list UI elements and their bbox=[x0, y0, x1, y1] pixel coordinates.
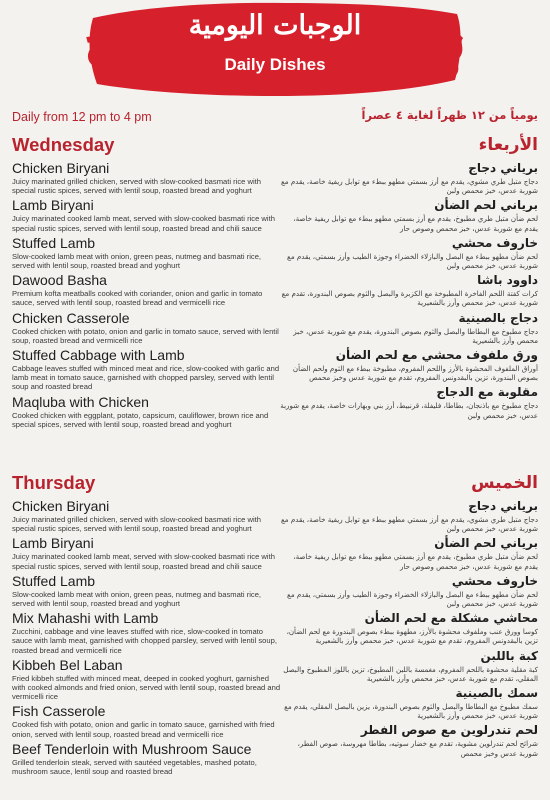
dish-description: دجاج مطبوخ مع البطاطا والبصل والثوم بصوص البندورة، يقدم مع شوربة عدس، خبز محمص وأرز بالشعيرية bbox=[293, 326, 538, 345]
dish-description: كبة مقلية محشوة باللحم المفروم، مغمسة باللبن المطبوخ، تزين باللوز المطبوخ والبصل المقلي، تقدم مع شوربة عدس، خبز محمص وأرز بالشعيرية bbox=[283, 664, 538, 683]
menu-item bbox=[278, 498, 538, 533]
dish-name: Chicken Casserole bbox=[12, 309, 130, 326]
wednesday-english-column bbox=[12, 134, 284, 431]
menu-item bbox=[12, 573, 284, 608]
menu-item bbox=[12, 347, 284, 392]
dish-description: سمك مطبوخ مع البطاطا والبصل والثوم بصوص البندورة، يزين بالبصل المقلي، يقدم مع شوربة عدس، خبز محمص وأرز بالشعيرية bbox=[284, 702, 538, 721]
dish-description: Zucchini, cabbage and vine leaves stuffed with rice, slow-cooked in tomato sauce with lamb meat, garnished with chopped parsley, served with lentil soup, roasted bread and vermicelli rice bbox=[12, 627, 277, 655]
dish-name: Lamb Biryani bbox=[12, 535, 94, 552]
dish-name: Chicken Biryani bbox=[12, 160, 110, 176]
dish-description: Cooked fish with potato, onion and garlic in tomato sauce, garnished with fried onion, served with lentil soup, roasted bread and vermicelli rice bbox=[12, 720, 275, 739]
dish-description: كوسا وورق عنب وملفوف محشوة بالأرز، مطهوة ببطء بصوص البندورة مع لحم الضأن، تزين بالبقدونس المفروم، تقدم مع شوربة عدس، خبز محمص وأرز بالشعيرية bbox=[286, 627, 538, 646]
dish-name: Fish Casserole bbox=[12, 703, 106, 720]
day-heading: الخميس bbox=[471, 473, 538, 493]
menu-item bbox=[278, 685, 538, 720]
dish-name: Stuffed Lamb bbox=[12, 234, 96, 251]
dish-description: Juicy marinated grilled chicken, served with slow-cooked basmati rice with special rustic spices, served with lentil soup, roasted bread and yoghurt bbox=[12, 177, 262, 196]
thursday-english-column bbox=[12, 472, 284, 778]
menu-item bbox=[12, 610, 284, 655]
dish-description: لحم ضأن مطهو ببطء مع البصل والبازلاء الخضراء وجوزة الطيب وأرز بسمتي، يقدم مع شوربة عدس، خبز محمص ولبن bbox=[287, 589, 538, 609]
menu-item bbox=[278, 384, 538, 419]
banner-title-english: Daily Dishes bbox=[224, 55, 326, 74]
dish-description: كرات كفتة اللحم الفاخرة المطبوخة مع الكزبرة والبصل والثوم بصوص البندورة، تقدم مع شوربة عدس، خبز محمص وأرز بالشعيرية bbox=[281, 289, 538, 308]
menu-item bbox=[12, 310, 284, 345]
dish-description: Slow-cooked lamb meat with onion, green peas, nutmeg and basmati rice, served with lentil soup, roasted bread and yoghurt bbox=[12, 251, 262, 271]
dish-name: Maqluba with Chicken bbox=[12, 393, 149, 410]
dish-name: Chicken Biryani bbox=[12, 498, 110, 514]
dish-name: سمك بالصينية bbox=[455, 686, 538, 701]
dish-name: كبة باللبن bbox=[480, 648, 538, 663]
dish-name: Dawood Basha bbox=[12, 272, 107, 289]
menu-item bbox=[278, 535, 538, 570]
menu-item bbox=[12, 197, 284, 232]
dish-description: Premium kofta meatballs cooked with coriander, onion and garlic in tomato sauce, served with lentil soup, roasted bread and vermicelli rice bbox=[12, 289, 263, 308]
dish-description: Juicy marinated grilled chicken, served with slow-cooked basmati rice with special rustic spices, served with lentil soup, roasted bread and yoghurt bbox=[12, 515, 262, 534]
dish-name: برياني لحم الضأن bbox=[434, 198, 538, 213]
menu-item bbox=[278, 197, 538, 232]
dish-name: برياني دجاج bbox=[468, 499, 538, 513]
dish-description: Cooked chicken with potato, onion and garlic in tomato sauce, served with lentil soup, roasted bread and vermicelli rice bbox=[12, 326, 279, 345]
dish-name: Beef Tenderloin with Mushroom Sauce bbox=[12, 740, 252, 757]
hours-arabic: يومياً من ١٢ ظهراً لغاية ٤ عصراً bbox=[361, 108, 538, 122]
banner-title-arabic: الوجبات اليومية bbox=[188, 10, 362, 41]
menu-item bbox=[278, 235, 538, 270]
dish-name: Stuffed Lamb bbox=[12, 572, 96, 589]
menu-item bbox=[12, 535, 284, 570]
dish-name: داوود باشا bbox=[477, 273, 538, 288]
dish-name: Mix Mahashi with Lamb bbox=[12, 610, 159, 627]
dish-description: لحم ضأن متبل طري مطبوخ، يقدم مع أرز بسمتي مطهو ببطء مع توابل ريفية خاصة، يقدم مع شوربة عدس، خبز محمص وصوص حار bbox=[293, 214, 538, 233]
dish-description: لحم ضأن مطهو ببطء مع البصل والبازلاء الخضراء وجوزة الطيب وأرز بسمتي، يقدم مع شوربة عدس، خبز محمص ولبن bbox=[287, 251, 538, 271]
dish-name: مقلوبة مع الدجاج bbox=[436, 385, 538, 400]
menu-item bbox=[12, 160, 284, 195]
menu-item bbox=[12, 703, 284, 738]
wednesday-arabic-column bbox=[278, 134, 538, 422]
menu-item bbox=[278, 310, 538, 345]
dish-description: Grilled tenderloin steak, served with sautéed vegetables, mashed potato, mushroom sauce, lentil soup and roasted bread bbox=[12, 757, 257, 777]
dish-name: ورق ملفوف محشي مع لحم الضأن bbox=[335, 348, 538, 363]
menu-item bbox=[12, 394, 284, 429]
dish-name: Kibbeh Bel Laban bbox=[12, 656, 123, 673]
menu-item bbox=[278, 610, 538, 645]
menu-item bbox=[278, 648, 538, 683]
menu-item bbox=[12, 235, 284, 270]
dish-description: دجاج متبل طري مشوي، يقدم مع أرز بسمتي مطهو ببطء مع توابل ريفية خاصة، يقدم مع شوربة عدس، خبز محمص ولبن bbox=[281, 177, 538, 196]
dish-description: Fried kibbeh stuffed with minced meat, deeped in cooked yoghurt, garnished with cooked almonds and fried onion, served with lentil soup, roasted bread and vermicelli rice bbox=[12, 673, 281, 702]
thursday-arabic-column bbox=[278, 472, 538, 760]
menu-item bbox=[12, 272, 284, 307]
dish-description: Cabbage leaves stuffed with minced meat and rice, slow-cooked with garlic and lamb meat in tomato sauce, garnished with chopped parsley, served with lentil soup and roasted bread bbox=[12, 364, 280, 392]
dish-description: دجاج متبل طري مشوي، يقدم مع أرز بسمتي مطهو ببطء مع توابل ريفية خاصة، يقدم مع شوربة عدس، خبز محمص ولبن bbox=[281, 515, 538, 534]
dish-name: خاروف محشي bbox=[451, 235, 538, 250]
dish-name: لحم تندرلوين مع صوص الفطر bbox=[360, 723, 538, 738]
header-banner bbox=[85, 0, 465, 100]
dish-name: برياني لحم الضأن bbox=[434, 536, 538, 551]
dish-description: Juicy marinated cooked lamb meat, served with slow-cooked basmati rice with special rustic spices, served with lentil soup, roasted bread and chili sauce bbox=[12, 214, 275, 233]
menu-item bbox=[12, 498, 284, 533]
dish-name: Stuffed Cabbage with Lamb bbox=[12, 347, 185, 364]
dish-name: دجاج بالصينية bbox=[458, 310, 538, 325]
dish-description: شرائح لحم تندرلوين مشوية، تقدم مع خضار سوتيه، بطاطا مهروسة، صوص الفطر، شوربة عدس وخبز محمص bbox=[297, 739, 538, 758]
dish-description: أوراق الملفوف المحشوة بالأرز واللحم المفروم، مطبوخة ببطء مع الثوم ولحم الضأن بصوص البندورة، تزين بالبقدونس المفروم، تقدم مع شوربة عدس وخبز محمص bbox=[292, 364, 538, 383]
dish-description: لحم ضأن متبل طري مطبوخ، يقدم مع أرز بسمتي مطهو ببطء مع توابل ريفية خاصة، يقدم مع شوربة عدس، خبز محمص وصوص حار bbox=[293, 552, 538, 571]
menu-item bbox=[278, 347, 538, 382]
dish-name: خاروف محشي bbox=[451, 573, 538, 588]
dish-name: برياني دجاج bbox=[468, 161, 538, 175]
menu-item bbox=[278, 573, 538, 608]
dish-description: Cooked chicken with eggplant, potato, capsicum, cauliflower, brown rice and special spices, served with lentil soup, roasted bread and yoghurt bbox=[12, 410, 269, 429]
hours-english: Daily from 12 pm to 4 pm bbox=[12, 110, 152, 124]
day-heading: الأربعاء bbox=[478, 135, 538, 155]
dish-name: محاشي مشكلة مع لحم الضأن bbox=[364, 611, 538, 626]
menu-item bbox=[278, 272, 538, 307]
day-heading: Wednesday bbox=[12, 134, 115, 155]
day-heading: Thursday bbox=[12, 472, 96, 493]
dish-description: Slow-cooked lamb meat with onion, green peas, nutmeg and basmati rice, served with lentil soup, roasted bread and yoghurt bbox=[12, 589, 262, 609]
menu-item bbox=[12, 657, 284, 702]
dish-description: Juicy marinated cooked lamb meat, served with slow-cooked basmati rice with special rustic spices, served with lentil soup, roasted bread and chili sauce bbox=[12, 552, 275, 571]
menu-item bbox=[12, 741, 284, 776]
menu-item bbox=[278, 160, 538, 195]
menu-item bbox=[278, 722, 538, 757]
dish-description: دجاج مطبوخ مع باذنجان، بطاطا، فليفلة، قرنبيط، أرز بني وبهارات خاصة، يقدم مع شوربة عدس، خبز محمص ولبن bbox=[280, 401, 538, 420]
dish-name: Lamb Biryani bbox=[12, 197, 94, 214]
